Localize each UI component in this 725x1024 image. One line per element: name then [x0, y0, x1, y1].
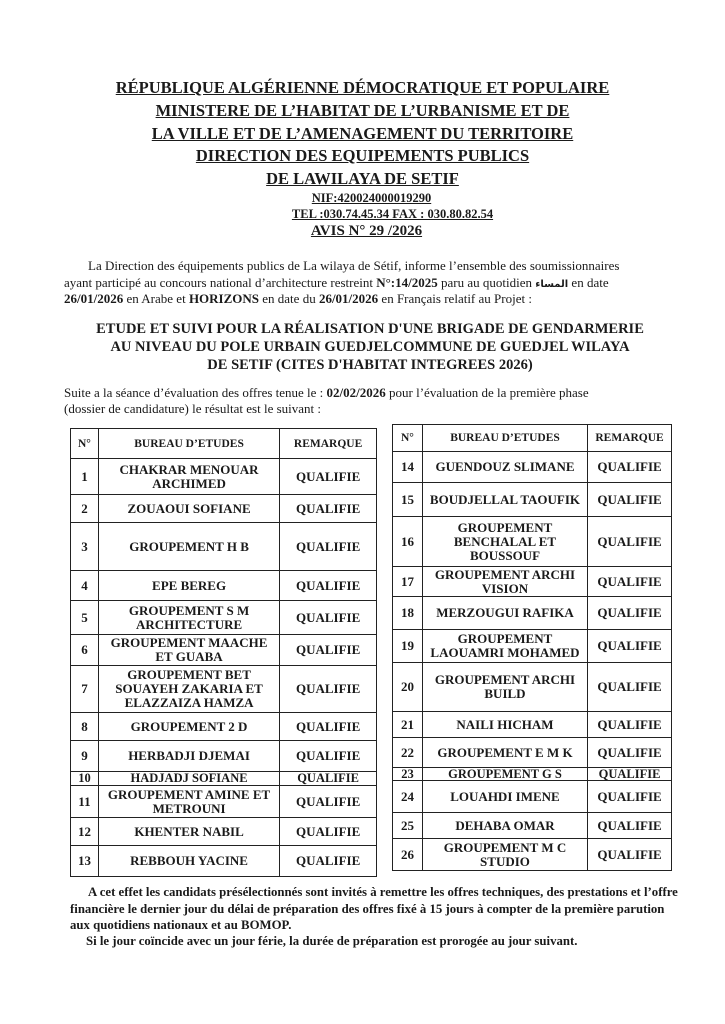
bureau-name: GROUPEMENT ARCHI BUILD — [422, 663, 587, 712]
intro-text: en Français relatif au Projet : — [378, 291, 532, 306]
row-number: 11 — [71, 786, 99, 818]
remark-status: QUALIFIE — [588, 813, 672, 839]
table-row — [393, 630, 672, 663]
column-header-remark: REMARQUE — [280, 429, 377, 459]
table-row — [71, 818, 377, 846]
table-row — [71, 601, 377, 635]
table-header-row — [393, 425, 672, 452]
intro-line-1: La Direction des équipements publics de La wilaya de Sétif, informe l’ensemble des soumissionnaires — [88, 258, 620, 273]
evaluation-text: pour l’évaluation de la première phase — [385, 385, 589, 400]
table-row — [71, 713, 377, 741]
bureau-name: GROUPEMENT E M K — [422, 738, 587, 768]
column-header-remark: REMARQUE — [588, 425, 672, 452]
remark-status: QUALIFIE — [588, 663, 672, 712]
bureau-name: GROUPEMENT M C STUDIO — [422, 839, 587, 871]
table-row — [71, 635, 377, 666]
row-number: 25 — [393, 813, 423, 839]
ministry-line-2: LA VILLE ET DE L’AMENAGEMENT DU TERRITOIRE — [151, 124, 574, 143]
row-number: 12 — [71, 818, 99, 846]
table-row — [393, 517, 672, 567]
bureau-name: GUENDOUZ SLIMANE — [422, 452, 587, 483]
table-row — [71, 741, 377, 772]
row-number: 8 — [71, 713, 99, 741]
remark-status: QUALIFIE — [588, 452, 672, 483]
remark-status: QUALIFIE — [280, 713, 377, 741]
column-header-number: N° — [393, 425, 423, 452]
row-number: 24 — [393, 781, 423, 813]
table-row — [71, 523, 377, 571]
table-row — [71, 786, 377, 818]
remark-status: QUALIFIE — [280, 459, 377, 495]
tel-fax: TEL :030.74.45.34 FAX : 030.80.82.54 — [291, 207, 494, 221]
row-number: 20 — [393, 663, 423, 712]
remark-status: QUALIFIE — [280, 846, 377, 877]
table-row — [71, 846, 377, 877]
remark-status: QUALIFIE — [280, 772, 377, 786]
footer-holiday-note: Si le jour coïncide avec un jour férie, la durée de préparation est prorogée au jour suivant. — [86, 934, 578, 948]
row-number: 10 — [71, 772, 99, 786]
table-row — [71, 459, 377, 495]
intro-text: en date du — [259, 291, 319, 306]
ministry-line-1: MINISTERE DE L’HABITAT DE L’URBANISME ET DE — [155, 101, 570, 120]
table-row — [393, 813, 672, 839]
bureau-name: KHENTER NABIL — [98, 818, 279, 846]
table-header-row — [71, 429, 377, 459]
intro-line-3 — [64, 291, 532, 308]
bureau-name: GROUPEMENT LAOUAMRI MOHAMED — [422, 630, 587, 663]
nif-number: NIF:420024000019290 — [311, 191, 432, 205]
row-number: 2 — [71, 495, 99, 523]
table-row — [71, 495, 377, 523]
newspaper-name: HORIZONS — [188, 291, 260, 306]
row-number: 22 — [393, 738, 423, 768]
direction-title: DIRECTION DES EQUIPEMENTS PUBLICS — [195, 146, 530, 165]
column-header-number: N° — [71, 429, 99, 459]
row-number: 7 — [71, 666, 99, 713]
bureau-name: GROUPEMENT BENCHALAL ET BOUSSOUF — [422, 517, 587, 567]
bureau-name: NAILI HICHAM — [422, 712, 587, 738]
contest-number: N°:14/2025 — [376, 275, 438, 290]
table-row — [393, 768, 672, 781]
remark-status: QUALIFIE — [280, 635, 377, 666]
table-row — [393, 663, 672, 712]
republic-title: RÉPUBLIQUE ALGÉRIENNE DÉMOCRATIQUE ET POPULAIRE — [115, 78, 610, 97]
evaluation-line-2: (dossier de candidature) le résultat est le suivant : — [64, 401, 322, 416]
column-header-bureau: BUREAU D’ETUDES — [422, 425, 587, 452]
remark-status: QUALIFIE — [588, 517, 672, 567]
project-title — [60, 320, 680, 374]
intro-text: en date — [568, 275, 609, 290]
row-number: 19 — [393, 630, 423, 663]
table-row — [393, 483, 672, 517]
evaluation-text: Suite a la séance d’évaluation des offres tenue le : — [64, 385, 327, 400]
publication-date-french: 26/01/2026 — [318, 291, 379, 306]
row-number: 21 — [393, 712, 423, 738]
bureau-name: GROUPEMENT ARCHI VISION — [422, 567, 587, 597]
remark-status: QUALIFIE — [588, 567, 672, 597]
row-number: 23 — [393, 768, 423, 781]
bureau-name: BOUDJELLAL TAOUFIK — [422, 483, 587, 517]
intro-text: en Arabe et — [123, 291, 189, 306]
remark-status: QUALIFIE — [280, 818, 377, 846]
project-line-3: DE SETIF (CITES D'HABITAT INTEGREES 2026) — [207, 357, 533, 373]
remark-status: QUALIFIE — [280, 571, 377, 601]
table-row — [393, 452, 672, 483]
table-row — [393, 597, 672, 630]
remark-status: QUALIFIE — [280, 666, 377, 713]
row-number: 26 — [393, 839, 423, 871]
evaluation-line-1 — [64, 385, 589, 402]
bureau-name: DEHABA OMAR — [422, 813, 587, 839]
bureau-name: MERZOUGUI RAFIKA — [422, 597, 587, 630]
row-number: 6 — [71, 635, 99, 666]
table-row — [393, 781, 672, 813]
row-number: 9 — [71, 741, 99, 772]
bureau-name: GROUPEMENT AMINE ET METROUNI — [98, 786, 279, 818]
results-table-right — [392, 424, 672, 871]
row-number: 5 — [71, 601, 99, 635]
row-number: 18 — [393, 597, 423, 630]
remark-status: QUALIFIE — [280, 523, 377, 571]
remark-status: QUALIFIE — [280, 495, 377, 523]
row-number: 1 — [71, 459, 99, 495]
row-number: 16 — [393, 517, 423, 567]
row-number: 14 — [393, 452, 423, 483]
table-row — [393, 712, 672, 738]
footer-instructions: A cet effet les candidats présélectionnés sont invités à remettre les offres techniques, des prestations et l’offre financière le dernier jour du délai de préparation des offres fixé à 15 jours à compter de la première parution aux quotidiens nationaux et au BOMOP. — [70, 885, 678, 932]
bureau-name: GROUPEMENT S M ARCHITECTURE — [98, 601, 279, 635]
avis-number: AVIS N° 29 /2026 — [310, 223, 423, 239]
row-number: 13 — [71, 846, 99, 877]
bureau-name: GROUPEMENT 2 D — [98, 713, 279, 741]
publication-date-arabic: 26/01/2026 — [64, 291, 124, 306]
remark-status: QUALIFIE — [588, 839, 672, 871]
wilaya-title: DE LAWILAYA DE SETIF — [266, 169, 459, 188]
remark-status: QUALIFIE — [280, 786, 377, 818]
bureau-name: HERBADJI DJEMAI — [98, 741, 279, 772]
remark-status: QUALIFIE — [588, 630, 672, 663]
intro-text: paru au quotidien — [437, 275, 536, 290]
remark-status: QUALIFIE — [280, 741, 377, 772]
bureau-name: HADJADJ SOFIANE — [98, 772, 279, 786]
bureau-name: ZOUAOUI SOFIANE — [98, 495, 279, 523]
project-line-1: ETUDE ET SUIVI POUR LA RÉALISATION D'UNE BRIGADE DE GENDARMERIE — [96, 321, 644, 337]
bureau-name: GROUPEMENT MAACHE ET GUABA — [98, 635, 279, 666]
table-row — [71, 666, 377, 713]
bureau-name: EPE BEREG — [98, 571, 279, 601]
table-row — [71, 772, 377, 786]
remark-status: QUALIFIE — [588, 712, 672, 738]
column-header-bureau: BUREAU D’ETUDES — [98, 429, 279, 459]
row-number: 15 — [393, 483, 423, 517]
remark-status: QUALIFIE — [588, 483, 672, 517]
row-number: 4 — [71, 571, 99, 601]
row-number: 17 — [393, 567, 423, 597]
bureau-name: GROUPEMENT H B — [98, 523, 279, 571]
evaluation-date: 02/02/2026 — [326, 385, 386, 400]
table-row — [393, 567, 672, 597]
remark-status: QUALIFIE — [588, 738, 672, 768]
remark-status: QUALIFIE — [588, 768, 672, 781]
results-table-left — [70, 428, 377, 877]
bureau-name: GROUPEMENT BET SOUAYEH ZAKARIA ET ELAZZAIZA HAMZA — [98, 666, 279, 713]
remark-status: QUALIFIE — [280, 601, 377, 635]
remark-status: QUALIFIE — [588, 597, 672, 630]
project-line-2: AU NIVEAU DU POLE URBAIN GUEDJELCOMMUNE DE GUEDJEL WILAYA — [110, 339, 630, 355]
table-row — [71, 571, 377, 601]
intro-text: ayant participé au concours national d’architecture restreint — [64, 275, 377, 290]
table-row — [393, 738, 672, 768]
table-row — [393, 839, 672, 871]
remark-status: QUALIFIE — [588, 781, 672, 813]
row-number: 3 — [71, 523, 99, 571]
arabic-newspaper-name: المساء — [535, 279, 569, 290]
bureau-name: GROUPEMENT G S — [422, 768, 587, 781]
bureau-name: LOUAHDI IMENE — [422, 781, 587, 813]
bureau-name: REBBOUH YACINE — [98, 846, 279, 877]
bureau-name: CHAKRAR MENOUAR ARCHIMED — [98, 459, 279, 495]
